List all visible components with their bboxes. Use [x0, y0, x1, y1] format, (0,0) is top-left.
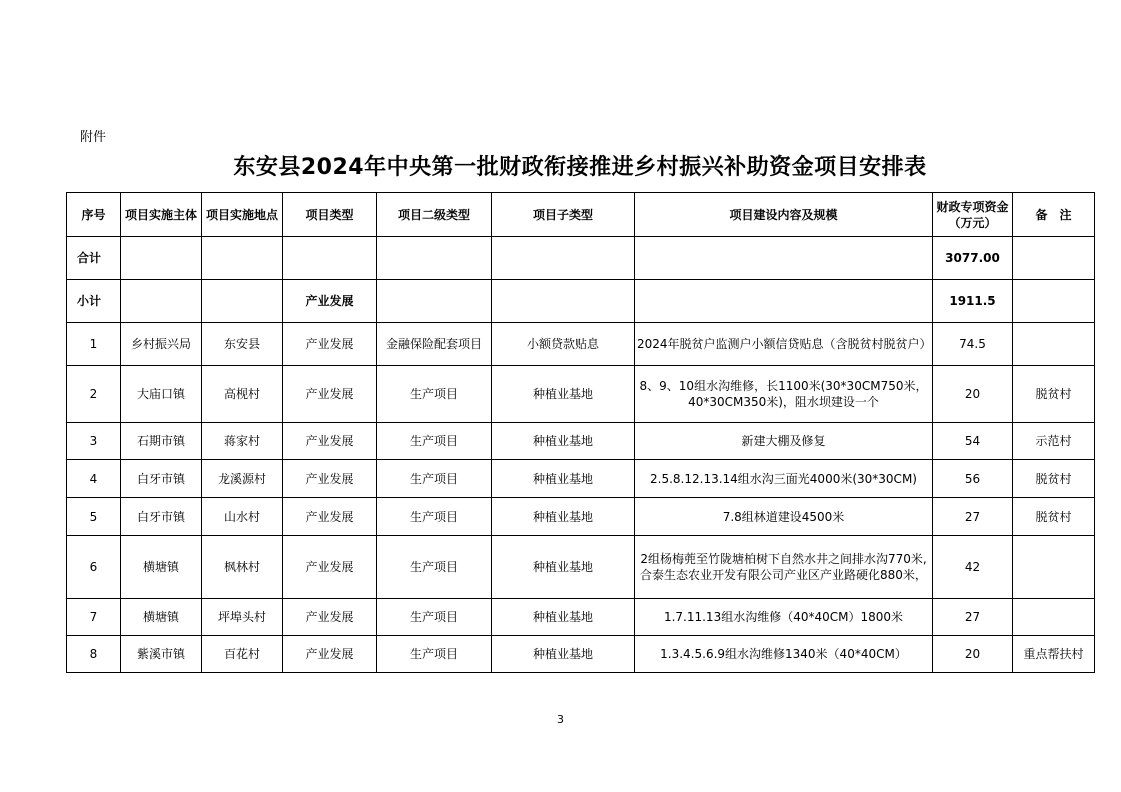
row-sub-type: 生产项目 [377, 636, 492, 673]
row-location: 枫林村 [202, 536, 283, 599]
header-amount: 财政专项资金（万元） [933, 193, 1013, 237]
empty-cell [635, 237, 933, 280]
row-location: 东安县 [202, 323, 283, 366]
row-type: 产业发展 [283, 599, 377, 636]
page-number: 3 [557, 713, 564, 726]
empty-cell [377, 237, 492, 280]
row-note: 示范村 [1013, 423, 1095, 460]
subtotal-label: 小计 [67, 280, 121, 323]
row-entity: 石期市镇 [121, 423, 202, 460]
row-entity: 紫溪市镇 [121, 636, 202, 673]
subtotal-amount: 1911.5 [933, 280, 1013, 323]
total-label: 合计 [67, 237, 121, 280]
empty-cell [202, 237, 283, 280]
row-sub-sub-type: 种植业基地 [492, 636, 635, 673]
row-type: 产业发展 [283, 636, 377, 673]
row-entity: 横塘镇 [121, 599, 202, 636]
row-index: 5 [67, 498, 121, 536]
row-content: 8、9、10组水沟维修，长1100米(30*30CM750米，40*30CM350米)，阻水坝建设一个 [635, 366, 933, 423]
row-entity: 乡村振兴局 [121, 323, 202, 366]
row-entity: 白牙市镇 [121, 498, 202, 536]
header-location: 项目实施地点 [202, 193, 283, 237]
row-sub-type: 生产项目 [377, 599, 492, 636]
row-note [1013, 599, 1095, 636]
table-row [67, 536, 1095, 599]
subtotal-type: 产业发展 [283, 280, 377, 323]
row-amount: 56 [933, 460, 1013, 498]
row-amount: 27 [933, 498, 1013, 536]
row-entity: 横塘镇 [121, 536, 202, 599]
row-sub-sub-type: 种植业基地 [492, 536, 635, 599]
table-row [67, 460, 1095, 498]
row-index: 4 [67, 460, 121, 498]
row-note: 重点帮扶村 [1013, 636, 1095, 673]
table-row [67, 599, 1095, 636]
document-title: 东安县2024年中央第一批财政衔接推进乡村振兴补助资金项目安排表 [233, 155, 927, 180]
row-index: 6 [67, 536, 121, 599]
total-row [67, 237, 1095, 280]
row-content: 新建大棚及修复 [635, 423, 933, 460]
row-sub-sub-type: 小额贷款贴息 [492, 323, 635, 366]
row-type: 产业发展 [283, 366, 377, 423]
empty-cell [492, 237, 635, 280]
row-sub-sub-type: 种植业基地 [492, 366, 635, 423]
table-row [67, 423, 1095, 460]
row-content: 2组杨梅蔸至竹陇塘柏树下自然水井之间排水沟770米,合泰生态农业开发有限公司产业区产业路硬化880米， [635, 536, 933, 599]
row-sub-sub-type: 种植业基地 [492, 498, 635, 536]
row-sub-type: 生产项目 [377, 366, 492, 423]
row-index: 1 [67, 323, 121, 366]
row-index: 8 [67, 636, 121, 673]
table-row [67, 636, 1095, 673]
empty-cell [377, 280, 492, 323]
total-amount: 3077.00 [933, 237, 1013, 280]
row-location: 高枧村 [202, 366, 283, 423]
row-note: 脱贫村 [1013, 460, 1095, 498]
row-amount: 54 [933, 423, 1013, 460]
row-entity: 大庙口镇 [121, 366, 202, 423]
row-index: 2 [67, 366, 121, 423]
empty-cell [121, 237, 202, 280]
row-location: 山水村 [202, 498, 283, 536]
row-note [1013, 323, 1095, 366]
header-sub-type: 项目二级类型 [377, 193, 492, 237]
row-amount: 74.5 [933, 323, 1013, 366]
row-sub-type: 生产项目 [377, 460, 492, 498]
row-content: 1.3.4.5.6.9组水沟维修1340米（40*40CM） [635, 636, 933, 673]
row-index: 7 [67, 599, 121, 636]
attachment-label: 附件 [80, 130, 107, 145]
row-type: 产业发展 [283, 460, 377, 498]
row-content: 2024年脱贫户监测户小额信贷贴息（含脱贫村脱贫户） [635, 323, 933, 366]
row-amount: 20 [933, 366, 1013, 423]
table-row [67, 498, 1095, 536]
row-location: 坪埠头村 [202, 599, 283, 636]
row-type: 产业发展 [283, 536, 377, 599]
empty-cell [121, 280, 202, 323]
empty-cell [1013, 237, 1095, 280]
empty-cell [1013, 280, 1095, 323]
row-amount: 20 [933, 636, 1013, 673]
subtotal-row [67, 280, 1095, 323]
row-sub-type: 生产项目 [377, 498, 492, 536]
row-entity: 白牙市镇 [121, 460, 202, 498]
row-sub-sub-type: 种植业基地 [492, 423, 635, 460]
row-sub-type: 生产项目 [377, 536, 492, 599]
row-location: 蒋家村 [202, 423, 283, 460]
row-sub-type: 金融保险配套项目 [377, 323, 492, 366]
row-location: 龙溪源村 [202, 460, 283, 498]
row-index: 3 [67, 423, 121, 460]
row-note: 脱贫村 [1013, 498, 1095, 536]
row-amount: 42 [933, 536, 1013, 599]
row-location: 百花村 [202, 636, 283, 673]
row-content: 1.7.11.13组水沟维修（40*40CM）1800米 [635, 599, 933, 636]
row-sub-sub-type: 种植业基地 [492, 460, 635, 498]
row-content: 7.8组林道建设4500米 [635, 498, 933, 536]
table-row [67, 323, 1095, 366]
header-type: 项目类型 [283, 193, 377, 237]
empty-cell [283, 237, 377, 280]
row-note: 脱贫村 [1013, 366, 1095, 423]
empty-cell [492, 280, 635, 323]
header-content: 项目建设内容及规模 [635, 193, 933, 237]
header-entity: 项目实施主体 [121, 193, 202, 237]
row-sub-sub-type: 种植业基地 [492, 599, 635, 636]
table-row [67, 366, 1095, 423]
row-content: 2.5.8.12.13.14组水沟三面光4000米(30*30CM) [635, 460, 933, 498]
empty-cell [635, 280, 933, 323]
row-type: 产业发展 [283, 498, 377, 536]
row-type: 产业发展 [283, 323, 377, 366]
header-index: 序号 [67, 193, 121, 237]
header-note: 备 注 [1013, 193, 1095, 237]
header-row [67, 193, 1095, 237]
row-sub-type: 生产项目 [377, 423, 492, 460]
row-type: 产业发展 [283, 423, 377, 460]
empty-cell [202, 280, 283, 323]
project-table [66, 192, 1095, 673]
row-amount: 27 [933, 599, 1013, 636]
row-note [1013, 536, 1095, 599]
header-sub-sub-type: 项目子类型 [492, 193, 635, 237]
